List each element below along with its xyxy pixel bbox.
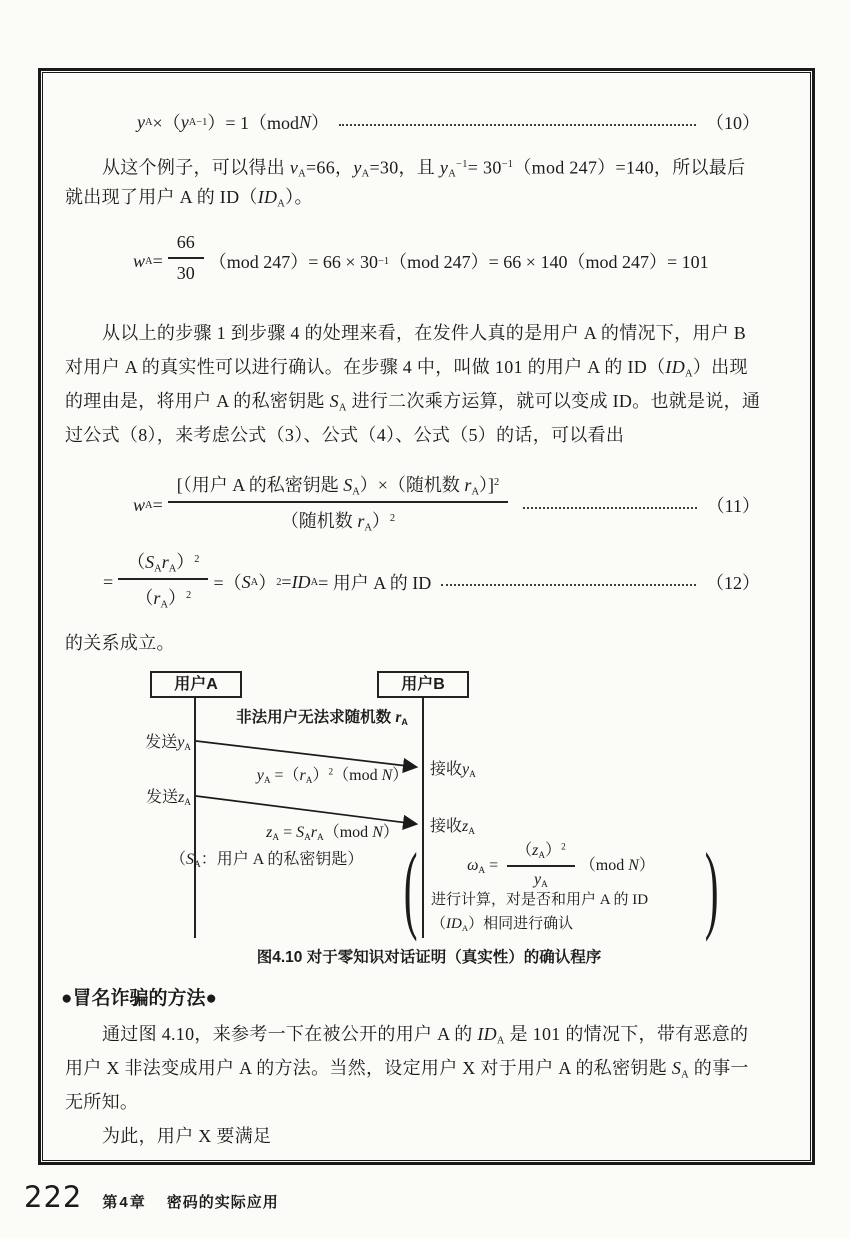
paragraph-1 <box>65 148 790 214</box>
dotted-leader <box>523 507 696 509</box>
paragraph-line: 的理由是，将用户 A 的私密钥匙 $S_A$ 进行二次乘方运算，就可以变成 ID。也就是说，通 <box>65 391 761 414</box>
equation-12: = $\frac{(S_Ar_A)^2}{(r_A)^2}$ =（ S A ） 2 = ID A = 用户 A 的 ID <box>103 551 431 614</box>
note-illegal-user: 非法用户无法求随机数 $r_A$ <box>236 709 408 727</box>
figure-4-10-diagram <box>107 663 751 979</box>
left-parenthesis: ( <box>403 832 418 942</box>
paragraph-line: 对用户 A 的真实性可以进行确认。在步骤 4 中，叫做 101 的用户 A 的 $ID(ID_A)$出现 <box>65 357 748 380</box>
equation-10-row <box>65 103 760 141</box>
paragraph-line: 就出现了用户 A 的 $ID(ID_A)$。 <box>65 187 313 210</box>
verify-text-line-1: 进行计算，对是否和用户 A 的 ID <box>431 892 649 908</box>
equation-12-number: （12） <box>706 573 760 593</box>
paragraph-line: 无所知。 <box>65 1092 139 1112</box>
paragraph-line: 过公式（8），来考虑公式（3）、公式（4）、公式（5）的话，可以看出 <box>65 425 625 445</box>
equation-11: w A = $\frac{[(用户 A 的私密钥匙 S_A)\times(随机数 r_A)]^2}{(随机数 r_A)^2}$ <box>133 474 513 537</box>
actor-box-user-a: 用户A <box>150 671 242 698</box>
omega-formula: $\omega_A$ = $\frac{(z_A)^2}{y_A}$ （mod N） <box>425 840 697 893</box>
lifeline-user-a <box>194 698 196 938</box>
label-send-z: 发送$z_A$ <box>146 789 191 808</box>
chapter-title: 密码的实际应用 <box>166 1194 279 1211</box>
dotted-leader <box>441 584 696 586</box>
verification-content <box>425 836 697 938</box>
paragraph-line: 为此，用户 X 要满足 <box>102 1126 272 1146</box>
actor-box-user-b: 用户B <box>377 671 469 698</box>
private-key-note: （$S_A$：用户 A 的私密钥匙） <box>170 851 364 870</box>
label-receive-z: 接收$z_A$ <box>430 818 475 837</box>
equation-10: y A ×（ y A −1 ）= 1（mod N ） <box>137 111 330 133</box>
paragraph-line: 从这个例子，可以得出 $v_A=66$，$y_A=30$，且 $y_A^{-1}= 30^{-1}(mod$ 247）=140，所以最后 <box>102 157 746 180</box>
label-receive-y: 接收$y_A$ <box>430 761 476 780</box>
equation-11-row <box>65 465 760 545</box>
paragraph-line: 通过图 4.10，来参考一下在被公开的用户 A 的 $ID_A$ 是 101 的情况下，带有恶意的 <box>102 1024 749 1047</box>
page-footer <box>24 1180 279 1214</box>
page-border-frame <box>38 68 815 1165</box>
verify-text-line-2: $(ID_A)$相同进行确认 <box>431 916 574 933</box>
relation-holds-text: 的关系成立。 <box>65 633 175 653</box>
paragraph-line: 从以上的步骤 1 到步骤 4 的处理来看，在发件人真的是用户 A 的情况下，用户 B <box>102 323 747 343</box>
right-parenthesis: ) <box>704 832 719 942</box>
figure-caption: 图4.10 对于零知识对话证明（真实性）的确认程序 <box>256 949 602 966</box>
equation-10-number: （10） <box>706 113 760 133</box>
chapter-number: 第4章 <box>102 1194 147 1211</box>
paragraph-2 <box>65 316 790 452</box>
label-send-y: 发送$y_A$ <box>145 734 191 753</box>
equation-wa-row <box>65 223 760 299</box>
message-2-formula: $z_A = S_Ar_A(mod$ N） <box>266 824 399 843</box>
section-header-impersonation: ●冒名诈骗的方法● <box>61 988 217 1009</box>
equation-11-number: （11） <box>706 496 760 516</box>
equation-wa: w A = $\frac{66}{30}$ （mod 247）= 66 × 30 −1 （mod 247）= 66 × 140（mod 247）= 101 <box>133 232 709 283</box>
verification-group <box>403 832 719 942</box>
page-number: 222 <box>24 1180 83 1214</box>
equation-12-row <box>65 548 760 616</box>
paragraph-3 <box>65 1017 790 1153</box>
dotted-leader <box>339 124 696 126</box>
message-1-formula: $y_A =(r_A)^2(mod$ N） <box>256 767 409 786</box>
paragraph-line: 用户 X 非法变成用户 A 的方法。当然，设定用户 X 对于用户 A 的私密钥匙 $S_A$ 的事一 <box>65 1058 749 1081</box>
